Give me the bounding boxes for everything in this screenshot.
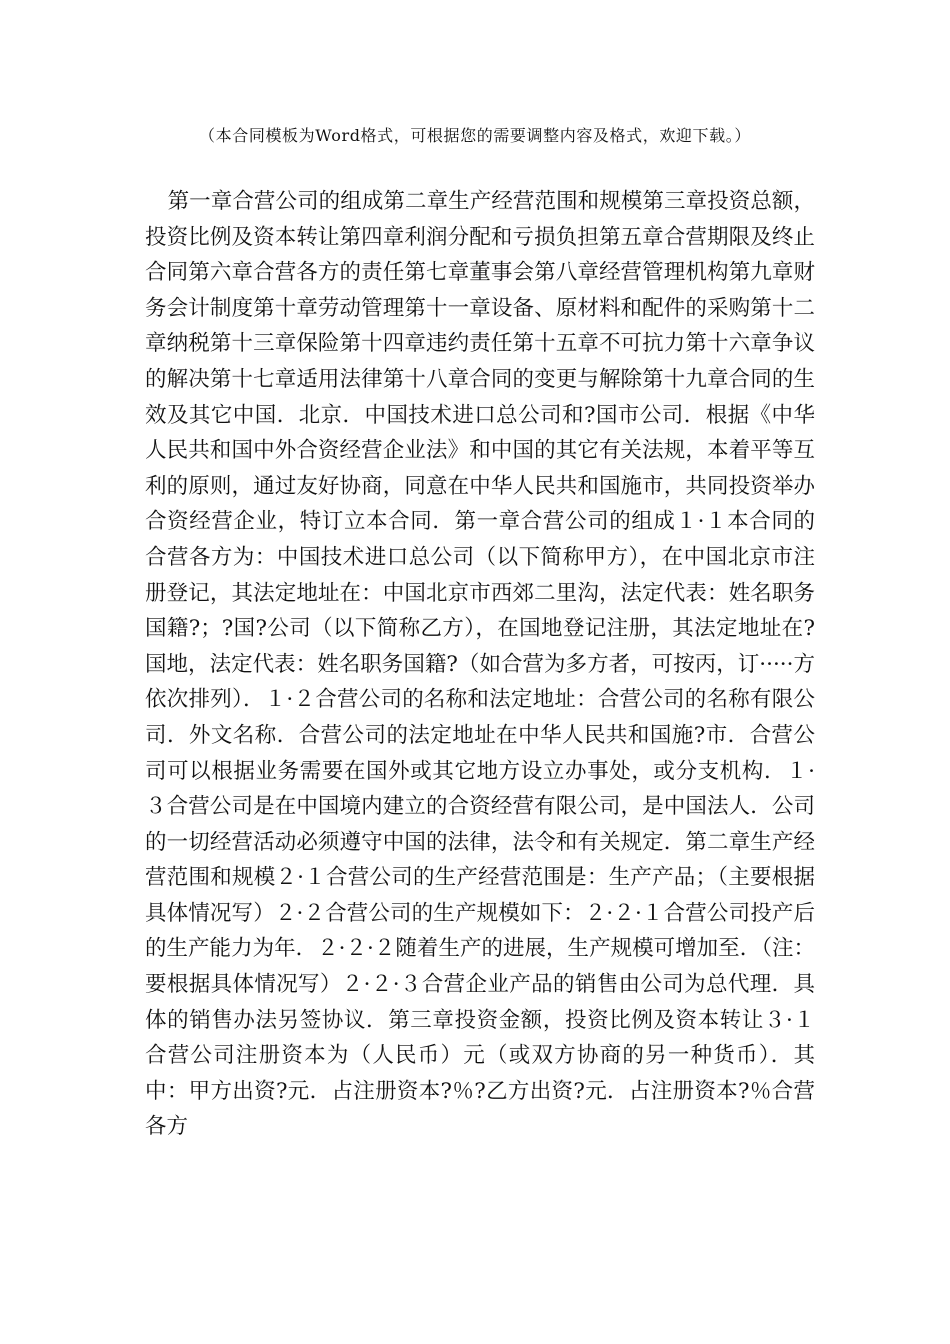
template-note: （本合同模板为Word格式，可根据您的需要调整内容及格式，欢迎下载。）	[199, 126, 751, 145]
contract-body-text: 第一章合营公司的组成第二章生产经营范围和规模第三章投资总额，投资比例及资本转让第四章利润分配和亏损负担第五章合营期限及终止合同第六章合营各方的责任第七章董事会第八章经营管理机构第九章财务会计制度第十章劳动管理第十一章设备、原材料和配件的采购第十二章纳税第十三章保险第十四章违约责任第十五章不可抗力第十六章争议的解决第十七章适用法律第十八章合同的变更与解除第十九章合同的生效及其它中国．北京．中国技术进口总公司和?国市公司．根据《中华人民共和国中外合资经营企业法》和中国的其它有关法规，本着平等互利的原则，通过友好协商，同意在中华人民共和国施市，共同投资举办合资经营企业，特订立本合同．第一章合营公司的组成１·１本合同的合营各方为：中国技术进口总公司（以下简称甲方），在中国北京市注册登记，其法定地址在：中国北京市西郊二里沟，法定代表：姓名职务国籍?；?国?公司（以下简称乙方），在国地登记注册，其法定地址在?国地，法定代表：姓名职务国籍?（如合营为多方者，可按丙，订·····方依次排列）．１·２合营公司的名称和法定地址：合营公司的名称有限公司．外文名称．合营公司的法定地址在中华人民共和国施?市．合营公司可以根据业务需要在国外或其它地方设立办事处，或分支机构．１·３合营公司是在中国境内建立的合资经营有限公司，是中国法人．公司的一切经营活动必须遵守中国的法律，法令和有关规定．第二章生产经营范围和规模２·１合营公司的生产经营范围是：生产产品；（主要根据具体情况写）２·２合营公司的生产规模如下：２·２·１合营公司投产后的生产能力为年．２·２·２随着生产的进展，生产规模可增加至．（注：要根据具体情况写）２·２·３合营企业产品的销售由公司为总代理．具体的销售办法另签协议．第三章投资金额，投资比例及资本转让３·１合营公司注册资本为（人民币）元（或双方协商的另一种货币）．其中：甲方出资?元．占注册资本?％?乙方出资?元．占注册资本?％合营各方	[145, 189, 815, 1140]
